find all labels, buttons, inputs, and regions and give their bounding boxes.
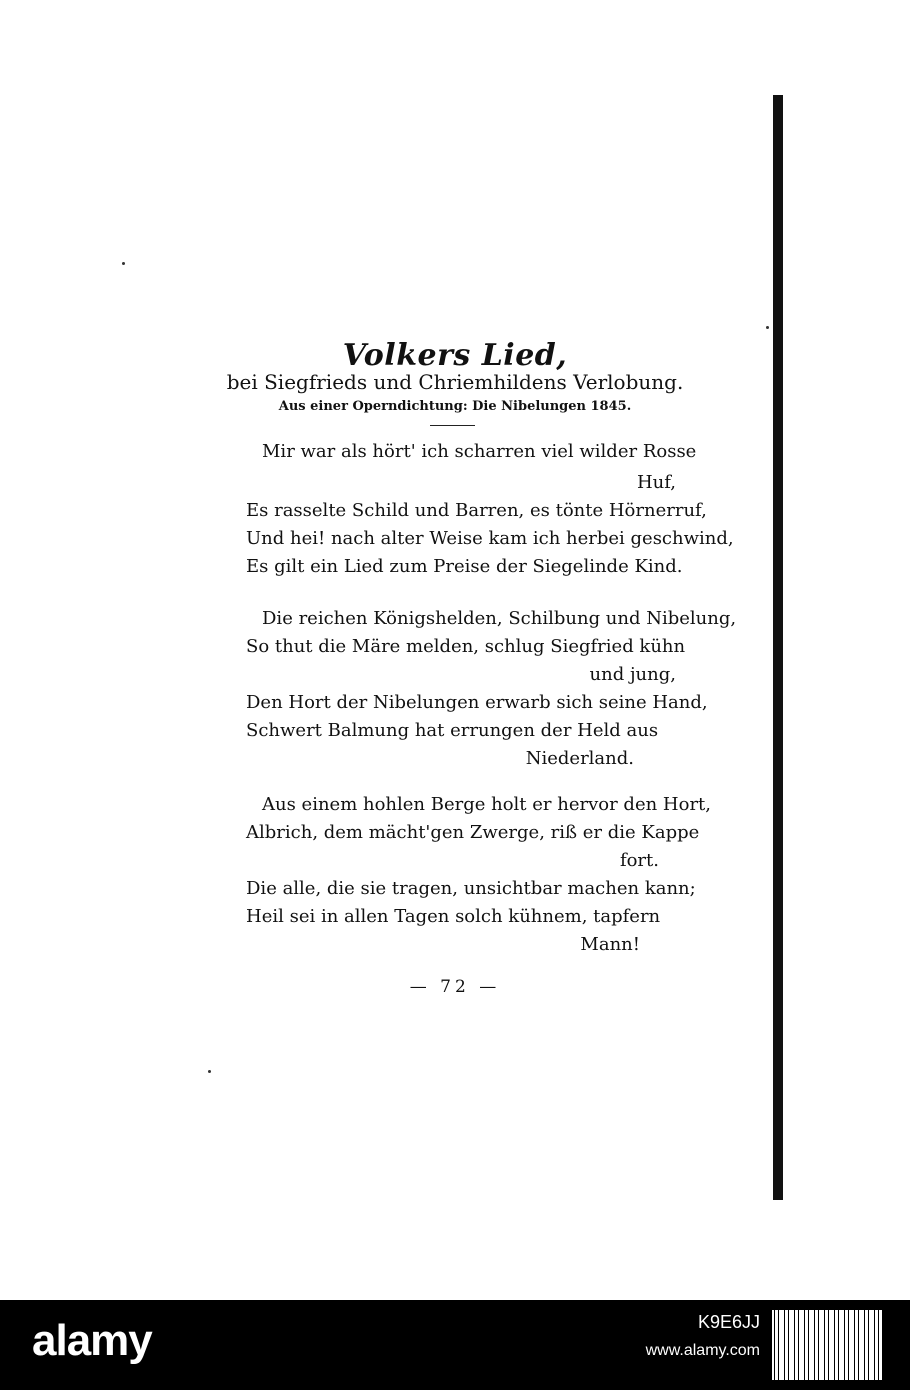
title-rule [430,425,475,426]
poem-line: Huf, [636,472,676,493]
poem-line: Die alle, die sie tragen, unsichtbar machen kann; [246,878,696,899]
poem-line: Den Hort der Nibelungen erwarb sich seine Hand, [246,692,708,713]
poem-line: Mir war als hört' ich scharren viel wilder Rosse [262,441,697,462]
poem-title: Volkers Lied, [342,338,568,373]
alamy-logo: alamy [32,1316,152,1365]
poem-source: Aus einer Operndichtung: Die Nibelungen 1845. [278,399,632,414]
poem-line: Und hei! nach alter Weise kam ich herbei geschwind, [246,528,734,549]
barcode-icon [772,1310,882,1380]
image-code: K9E6JJ [697,1312,760,1332]
page-number: — 72 — [409,977,501,997]
poem-line: Heil sei in allen Tagen solch kühnem, tapfern [246,906,661,927]
poem-line: und jung, [589,664,676,685]
poem-line: So thut die Märe melden, schlug Siegfried kühn [246,636,686,657]
site-url[interactable]: www.alamy.com [645,1342,760,1359]
poem-line: Albrich, dem mächt'gen Zwerge, riß er die Kappe [246,822,700,843]
poem-line: Aus einem hohlen Berge holt er hervor den Hort, [262,794,712,815]
poem-line: Es gilt ein Lied zum Preise der Siegelinde Kind. [246,556,683,577]
poem-line: Niederland. [525,748,634,769]
poem-line: Mann! [580,934,640,955]
poem-subtitle: bei Siegfrieds und Chriemhildens Verlobung. [226,370,684,394]
stock-footer-bar [0,1300,910,1390]
speck [208,1070,211,1073]
poem-line: Schwert Balmung hat errungen der Held aus [246,720,659,741]
speck [122,262,125,265]
speck [766,326,769,329]
poem-line: Es rasselte Schild und Barren, es tönte Hörnerruf, [246,500,707,521]
poem-line: Die reichen Königshelden, Schilbung und Nibelung, [262,608,737,629]
poem-line: fort. [619,850,659,871]
page-spine-edge [773,95,783,1200]
